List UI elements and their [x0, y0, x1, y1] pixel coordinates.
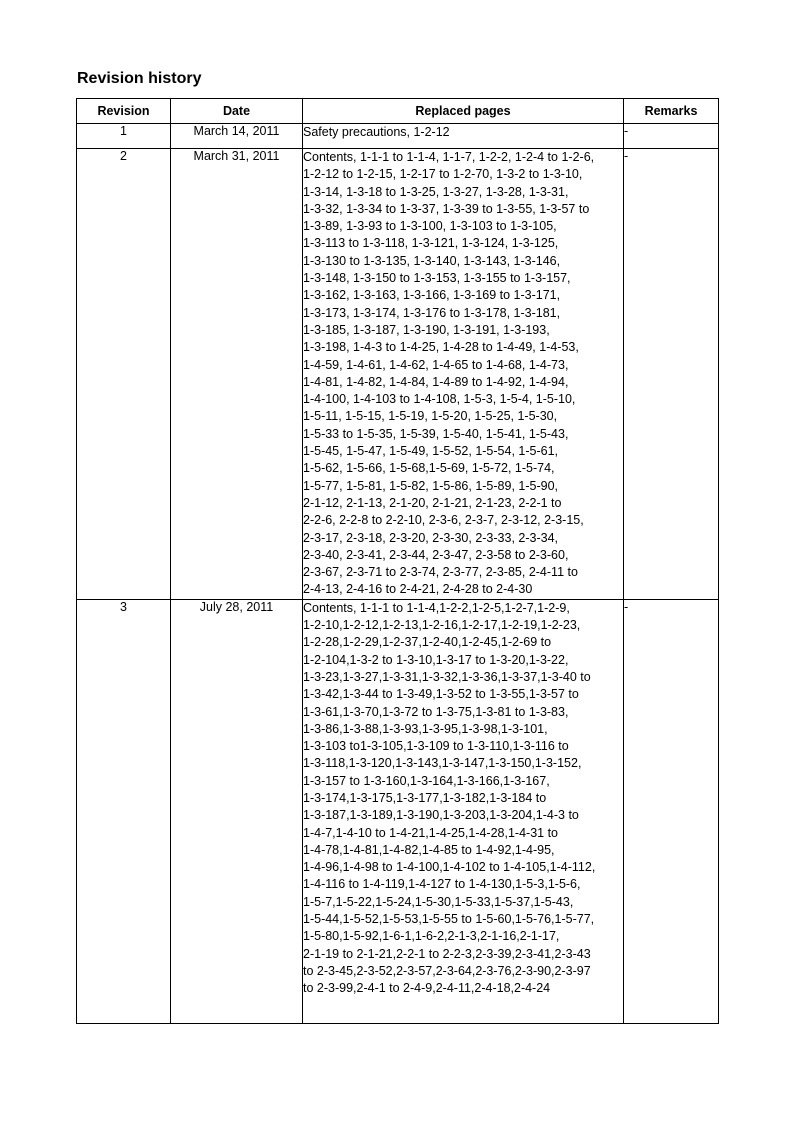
table-row — [77, 599, 719, 1023]
replaced-pages-line: Contents, 1-1-1 to 1-1-4, 1-1-7, 1-2-2, 1-2-4 to 1-2-6, — [303, 150, 595, 164]
replaced-pages-line: 1-3-174,1-3-175,1-3-177,1-3-182,1-3-184 to — [303, 790, 547, 805]
replaced-pages-line: 1-5-11, 1-5-15, 1-5-19, 1-5-20, 1-5-25, 1-5-30, — [303, 409, 558, 424]
column-header-revision: Revision — [77, 99, 171, 124]
replaced-pages-line: 2-3-17, 2-3-18, 2-3-20, 2-3-30, 2-3-33, 2-3-34, — [303, 530, 558, 545]
replaced-pages-line: 1-3-42,1-3-44 to 1-3-49,1-3-52 to 1-3-55,1-3-57 to — [303, 687, 579, 702]
replaced-pages-line: to 2-3-45,2-3-52,2-3-57,2-3-64,2-3-76,2-3-90,2-3-97 — [303, 963, 591, 978]
table-row — [77, 124, 719, 149]
replaced-pages-line: 1-2-28,1-2-29,1-2-37,1-2-40,1-2-45,1-2-69 to — [303, 635, 552, 650]
replaced-pages-line: Safety precautions, 1-2-12 — [303, 125, 450, 139]
replaced-pages-line: 1-2-104,1-3-2 to 1-3-10,1-3-17 to 1-3-20,1-3-22, — [303, 652, 569, 667]
replaced-pages-line: 1-3-173, 1-3-174, 1-3-176 to 1-3-178, 1-3-181, — [303, 305, 561, 320]
replaced-pages-line: 1-3-185, 1-3-187, 1-3-190, 1-3-191, 1-3-193, — [303, 322, 550, 337]
column-header-replaced-pages: Replaced pages — [303, 99, 624, 124]
replaced-pages-line: 1-3-162, 1-3-163, 1-3-166, 1-3-169 to 1-3-171, — [303, 288, 561, 303]
replaced-pages-line: 1-5-62, 1-5-66, 1-5-68,1-5-69, 1-5-72, 1-5-74, — [303, 461, 555, 476]
revision-date: July 28, 2011 — [171, 599, 303, 1023]
replaced-pages-line: 1-3-89, 1-3-93 to 1-3-100, 1-3-103 to 1-3-105, — [303, 219, 557, 234]
replaced-pages-line: 1-5-45, 1-5-47, 1-5-49, 1-5-52, 1-5-54, 1-5-61, — [303, 444, 558, 459]
replaced-pages-line: 1-3-148, 1-3-150 to 1-3-153, 1-3-155 to 1-3-157, — [303, 271, 571, 286]
replaced-pages-line: 1-4-78,1-4-81,1-4-82,1-4-85 to 1-4-92,1-4-95, — [303, 842, 555, 857]
replaced-pages-line: 2-3-40, 2-3-41, 2-3-44, 2-3-47, 2-3-58 to 2-3-60, — [303, 547, 569, 562]
replaced-pages-line: 1-4-7,1-4-10 to 1-4-21,1-4-25,1-4-28,1-4-31 to — [303, 825, 559, 840]
replaced-pages-cell — [303, 149, 624, 600]
replaced-pages-line: 1-5-77, 1-5-81, 1-5-82, 1-5-86, 1-5-89, 1-5-90, — [303, 478, 558, 493]
table-header-row — [77, 99, 719, 124]
replaced-pages-cell — [303, 599, 624, 1023]
revision-number: 2 — [77, 149, 171, 600]
table-row — [77, 149, 719, 600]
replaced-pages-line: 1-3-23,1-3-27,1-3-31,1-3-32,1-3-36,1-3-37,1-3-40 to — [303, 669, 591, 684]
column-header-remarks: Remarks — [624, 99, 719, 124]
replaced-pages-line: Contents, 1-1-1 to 1-1-4,1-2-2,1-2-5,1-2-7,1-2-9, — [303, 600, 570, 615]
replaced-pages-line: 1-3-187,1-3-189,1-3-190,1-3-203,1-3-204,1-4-3 to — [303, 808, 579, 823]
replaced-pages-line: 1-3-113 to 1-3-118, 1-3-121, 1-3-124, 1-3-125, — [303, 236, 559, 251]
replaced-pages-line: 2-1-12, 2-1-13, 2-1-20, 2-1-21, 2-1-23, 2-2-1 to — [303, 495, 562, 510]
replaced-pages-line: 1-2-10,1-2-12,1-2-13,1-2-16,1-2-17,1-2-19,1-2-23, — [303, 618, 581, 633]
revision-number: 3 — [77, 599, 171, 1023]
replaced-pages-line: 1-4-96,1-4-98 to 1-4-100,1-4-102 to 1-4-105,1-4-112, — [303, 860, 596, 875]
replaced-pages-line: 2-1-19 to 2-1-21,2-2-1 to 2-2-3,2-3-39,2-3-41,2-3-43 — [303, 946, 591, 961]
replaced-pages-line: 1-3-118,1-3-120,1-3-143,1-3-147,1-3-150,1-3-152, — [303, 756, 582, 771]
replaced-pages-cell — [303, 124, 624, 149]
page-title: Revision history — [77, 70, 202, 87]
replaced-pages-line: 1-3-32, 1-3-34 to 1-3-37, 1-3-39 to 1-3-55, 1-3-57 to — [303, 201, 590, 216]
replaced-pages-line: 2-3-67, 2-3-71 to 2-3-74, 2-3-77, 2-3-85, 2-4-11 to — [303, 565, 578, 580]
remarks-cell: - — [624, 149, 719, 600]
replaced-pages-line: 1-5-7,1-5-22,1-5-24,1-5-30,1-5-33,1-5-37,1-5-43, — [303, 894, 574, 909]
remarks-cell: - — [624, 124, 719, 149]
replaced-pages-line: to 2-3-99,2-4-1 to 2-4-9,2-4-11,2-4-18,2-4-24 — [303, 981, 551, 996]
replaced-pages-line: 1-3-61,1-3-70,1-3-72 to 1-3-75,1-3-81 to 1-3-83, — [303, 704, 569, 719]
revision-number: 1 — [77, 124, 171, 149]
replaced-pages-line: 1-3-198, 1-4-3 to 1-4-25, 1-4-28 to 1-4-49, 1-4-53, — [303, 340, 579, 355]
revision-table — [76, 98, 719, 1024]
replaced-pages-line: 1-3-14, 1-3-18 to 1-3-25, 1-3-27, 1-3-28, 1-3-31, — [303, 184, 569, 199]
replaced-pages-line: 1-5-80,1-5-92,1-6-1,1-6-2,2-1-3,2-1-16,2-1-17, — [303, 929, 560, 944]
replaced-pages-line: 1-3-103 to1-3-105,1-3-109 to 1-3-110,1-3-116 to — [303, 739, 569, 754]
replaced-pages-line: 1-3-157 to 1-3-160,1-3-164,1-3-166,1-3-167, — [303, 773, 550, 788]
remarks-cell: - — [624, 599, 719, 1023]
replaced-pages-line: 1-2-12 to 1-2-15, 1-2-17 to 1-2-70, 1-3-2 to 1-3-10, — [303, 167, 583, 182]
replaced-pages-line: 1-5-33 to 1-5-35, 1-5-39, 1-5-40, 1-5-41, 1-5-43, — [303, 426, 569, 441]
replaced-pages-line: 1-4-59, 1-4-61, 1-4-62, 1-4-65 to 1-4-68, 1-4-73, — [303, 357, 569, 372]
replaced-pages-line: 2-2-6, 2-2-8 to 2-2-10, 2-3-6, 2-3-7, 2-3-12, 2-3-15, — [303, 513, 584, 528]
replaced-pages-line: 1-3-86,1-3-88,1-3-93,1-3-95,1-3-98,1-3-101, — [303, 721, 548, 736]
replaced-pages-line: 2-4-13, 2-4-16 to 2-4-21, 2-4-28 to 2-4-30 — [303, 582, 533, 597]
replaced-pages-line: 1-4-81, 1-4-82, 1-4-84, 1-4-89 to 1-4-92, 1-4-94, — [303, 374, 569, 389]
replaced-pages-line: 1-5-44,1-5-52,1-5-53,1-5-55 to 1-5-60,1-5-76,1-5-77, — [303, 912, 595, 927]
replaced-pages-line: 1-4-100, 1-4-103 to 1-4-108, 1-5-3, 1-5-4, 1-5-10, — [303, 392, 576, 407]
column-header-date: Date — [171, 99, 303, 124]
revision-date: March 14, 2011 — [171, 124, 303, 149]
revision-date: March 31, 2011 — [171, 149, 303, 600]
replaced-pages-line: 1-4-116 to 1-4-119,1-4-127 to 1-4-130,1-5-3,1-5-6, — [303, 877, 581, 892]
replaced-pages-line: 1-3-130 to 1-3-135, 1-3-140, 1-3-143, 1-3-146, — [303, 253, 561, 268]
